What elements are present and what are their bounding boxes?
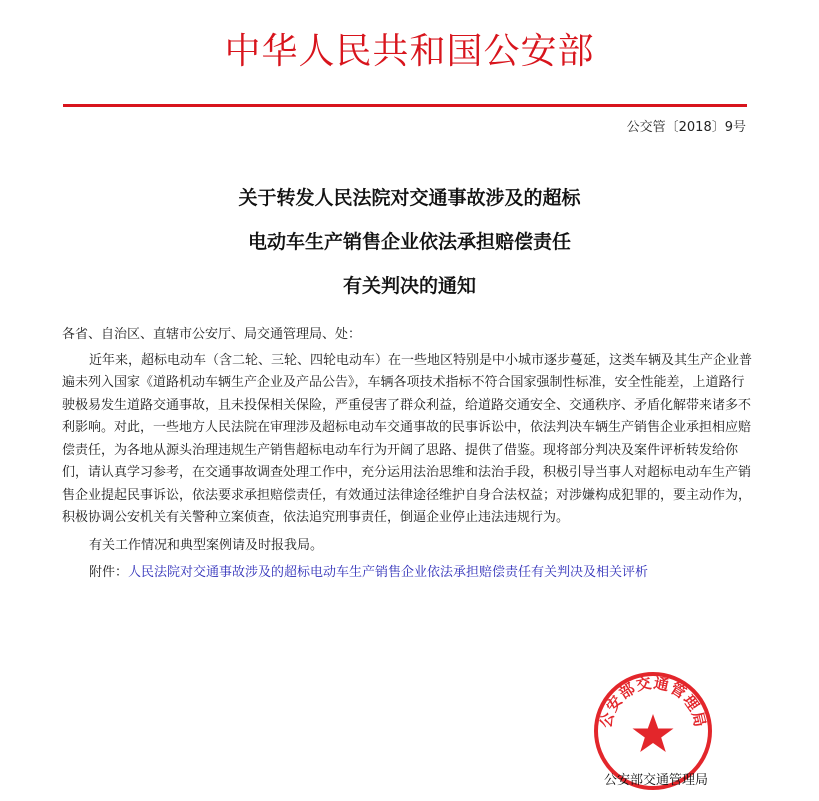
body-paragraph: 近年来，超标电动车（含二轮、三轮、四轮电动车）在一些地区特别是中小城市逐步蔓延，这类车辆及其生产企业普遍未列入国家《道路机动车辆生产企业及产品公告》，车辆各项技术指标不符合国家强制性标准，安全性能差，上道路行驶极易发生道路交通事故，且未投保相关保险，严重侵害了群众利益，给道路交通安全、交通秩序、矛盾化解带来诸多不利影响。对此，一些地方人民法院在审理涉及超标电动车交通事故的民事诉讼中，依法判决车辆生产销售企业承担相应赔偿责任，为各地从源头治理违规生产销售超标电动车行为开阔了思路、提供了借鉴。现将部分判决及案件评析转发给你们，请认真学习参考，在交通事故调查处理工作中，充分运用法治思维和法治手段，积极引导当事人对超标电动车生产销售企业提起民事诉讼，依法要求承担赔偿责任，有效通过法律途径维护自身合法权益；对涉嫌构成犯罪的，要主动作为，积极协调公安机关有关警种立案侦查，依法追究刑事责任，倒逼企业停止违法违规行为。 bbox=[62, 352, 753, 525]
document-number: 公交管〔2018〕9号 bbox=[626, 120, 746, 135]
seal-text: 公安部交通管理局 bbox=[596, 673, 710, 730]
ministry-header: 中华人民共和国公安部 bbox=[224, 31, 595, 72]
attachment-line bbox=[62, 562, 756, 585]
title-line: 关于转发人民法院对交通事故涉及的超标 bbox=[238, 187, 581, 209]
red-divider-line bbox=[63, 104, 747, 107]
title-line: 有关判决的通知 bbox=[342, 275, 476, 297]
title-line: 电动车生产销售企业依法承担赔偿责任 bbox=[247, 231, 571, 253]
body-paragraph: 有关工作情况和典型案例请及时报我局。 bbox=[89, 537, 324, 553]
document-title bbox=[0, 176, 819, 308]
salutation: 各省、自治区、直辖市公安厅、局交通管理局、处： bbox=[62, 327, 362, 342]
document-body bbox=[62, 324, 756, 585]
signature-organization: 公安部交通管理局 bbox=[604, 773, 709, 788]
attachment-label: 附件： bbox=[89, 565, 129, 580]
attachment-link[interactable]: 人民法院对交通事故涉及的超标电动车生产销售企业依法承担赔偿责任有关判决及相关评析 bbox=[128, 565, 649, 580]
star-icon bbox=[633, 714, 674, 752]
